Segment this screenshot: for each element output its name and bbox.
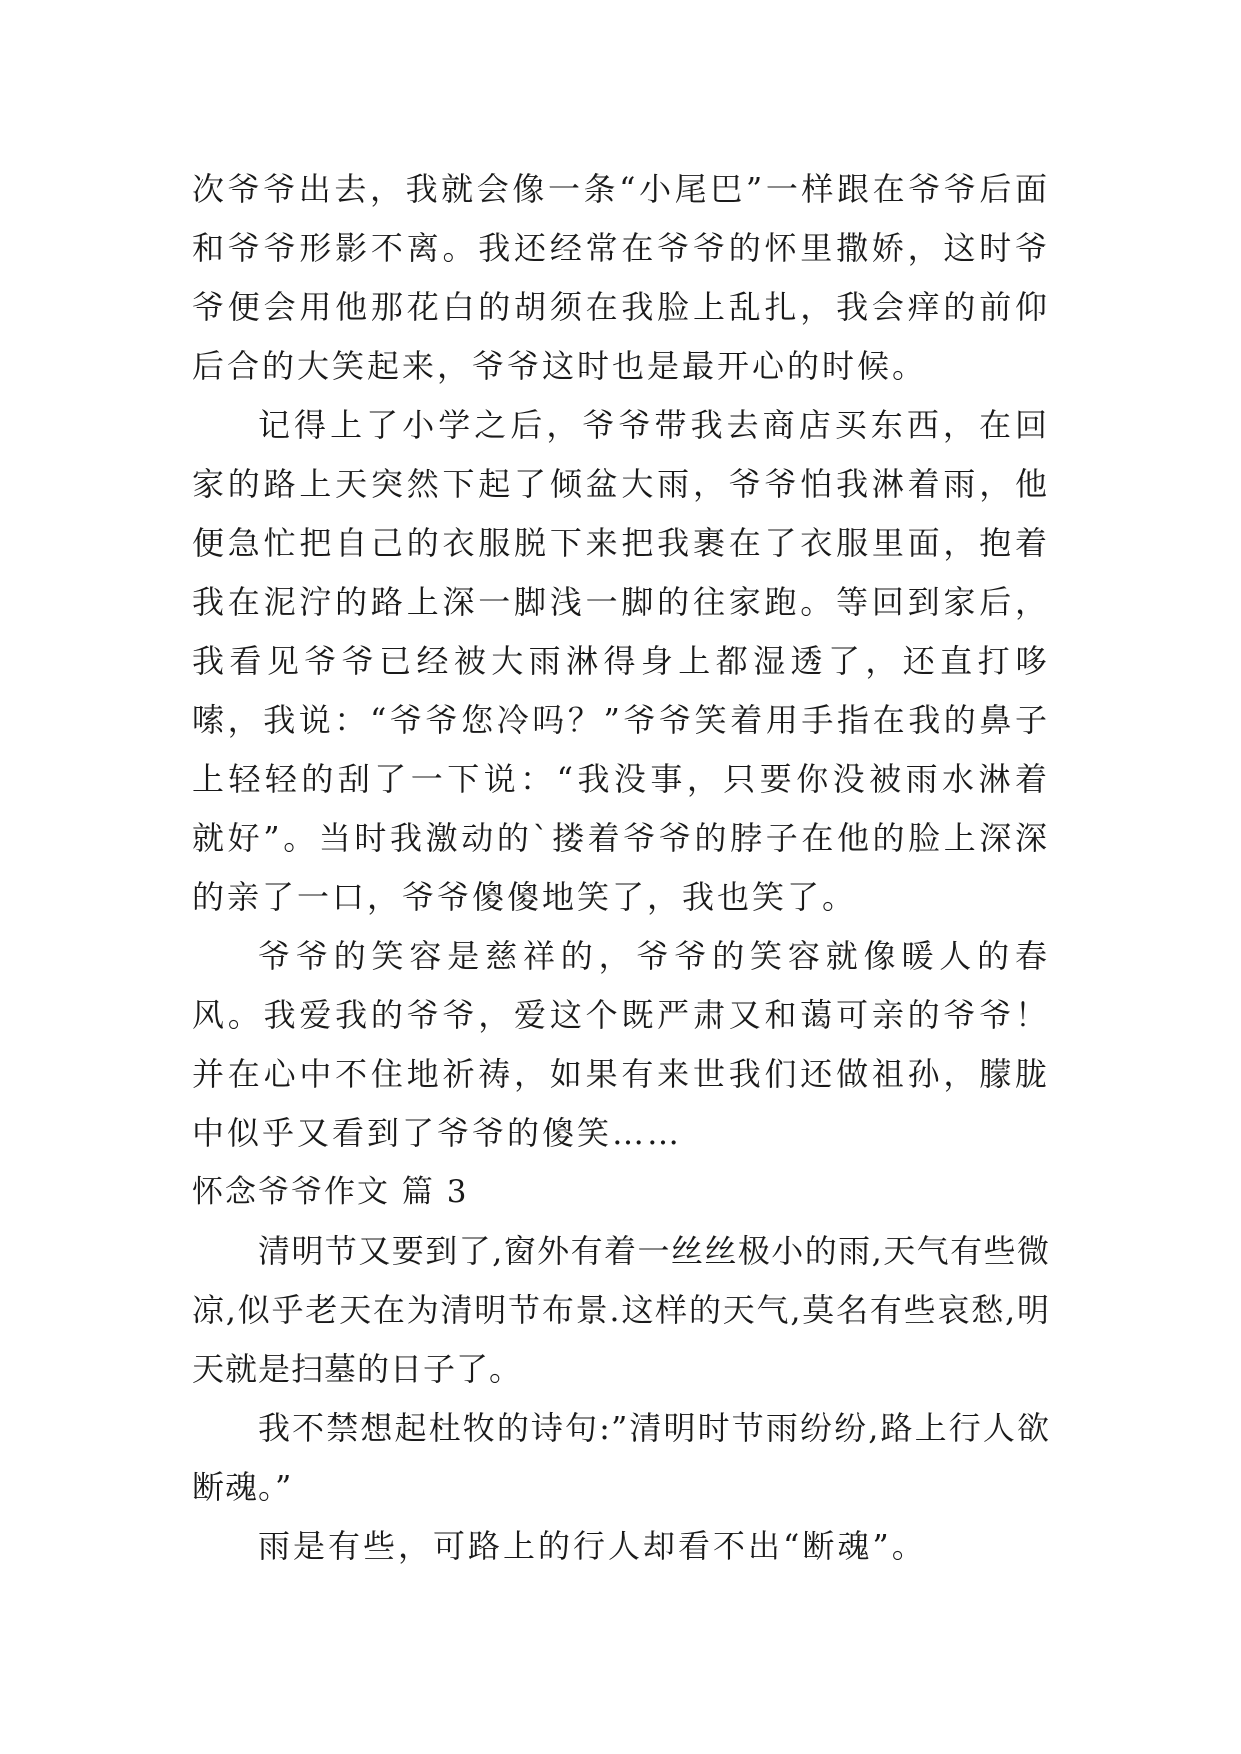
document-page <box>192 160 1050 1576</box>
paragraph-grandpa-smile: 爷爷的笑容是慈祥的，爷爷的笑容就像暖人的春风。我爱我的爷爷，爱这个既严肃又和蔼可亲的爷爷！并在心中不住地祈祷，如果有来世我们还做祖孙，朦胧中似乎又看到了爷爷的傻笑…… <box>192 937 1050 1152</box>
paragraph-continuation: 次爷爷出去，我就会像一条“小尾巴”一样跟在爷爷后面和爷爷形影不离。我还经常在爷爷的怀里撒娇，这时爷爷便会用他那花白的胡须在我脸上乱扎，我会痒的前仰后合的大笑起来，爷爷这时也是最开心的时候。 <box>192 170 1050 385</box>
paragraph-poem: 我不禁想起杜牧的诗句:”清明时节雨纷纷,路上行人欲断魂。” <box>192 1409 1050 1506</box>
paragraph-qingming: 清明节又要到了,窗外有着一丝丝极小的雨,天气有些微凉,似乎老天在为清明节布景.这样的天气,莫名有些哀愁,明天就是扫墓的日子了。 <box>192 1232 1050 1388</box>
paragraph-rain-memory: 记得上了小学之后，爷爷带我去商店买东西，在回家的路上天突然下起了倾盆大雨，爷爷怕我淋着雨，他便急忙把自己的衣服脱下来把我裹在了衣服里面，抱着我在泥泞的路上深一脚浅一脚的往家跑。等回到家后，我看见爷爷已经被大雨淋得身上都湿透了，还直打哆嗦，我说：“爷爷您冷吗？”爷爷笑着用手指在我的鼻子上轻轻的刮了一下说：“我没事，只要你没被雨水淋着就好”。当时我激动的`搂着爷爷的脖子在他的脸上深深的亲了一口，爷爷傻傻地笑了，我也笑了。 <box>192 406 1050 916</box>
paragraph-rain: 雨是有些，可路上的行人却看不出“断魂”。 <box>258 1527 927 1565</box>
section-heading: 怀念爷爷作文 篇 3 <box>192 1174 469 1210</box>
